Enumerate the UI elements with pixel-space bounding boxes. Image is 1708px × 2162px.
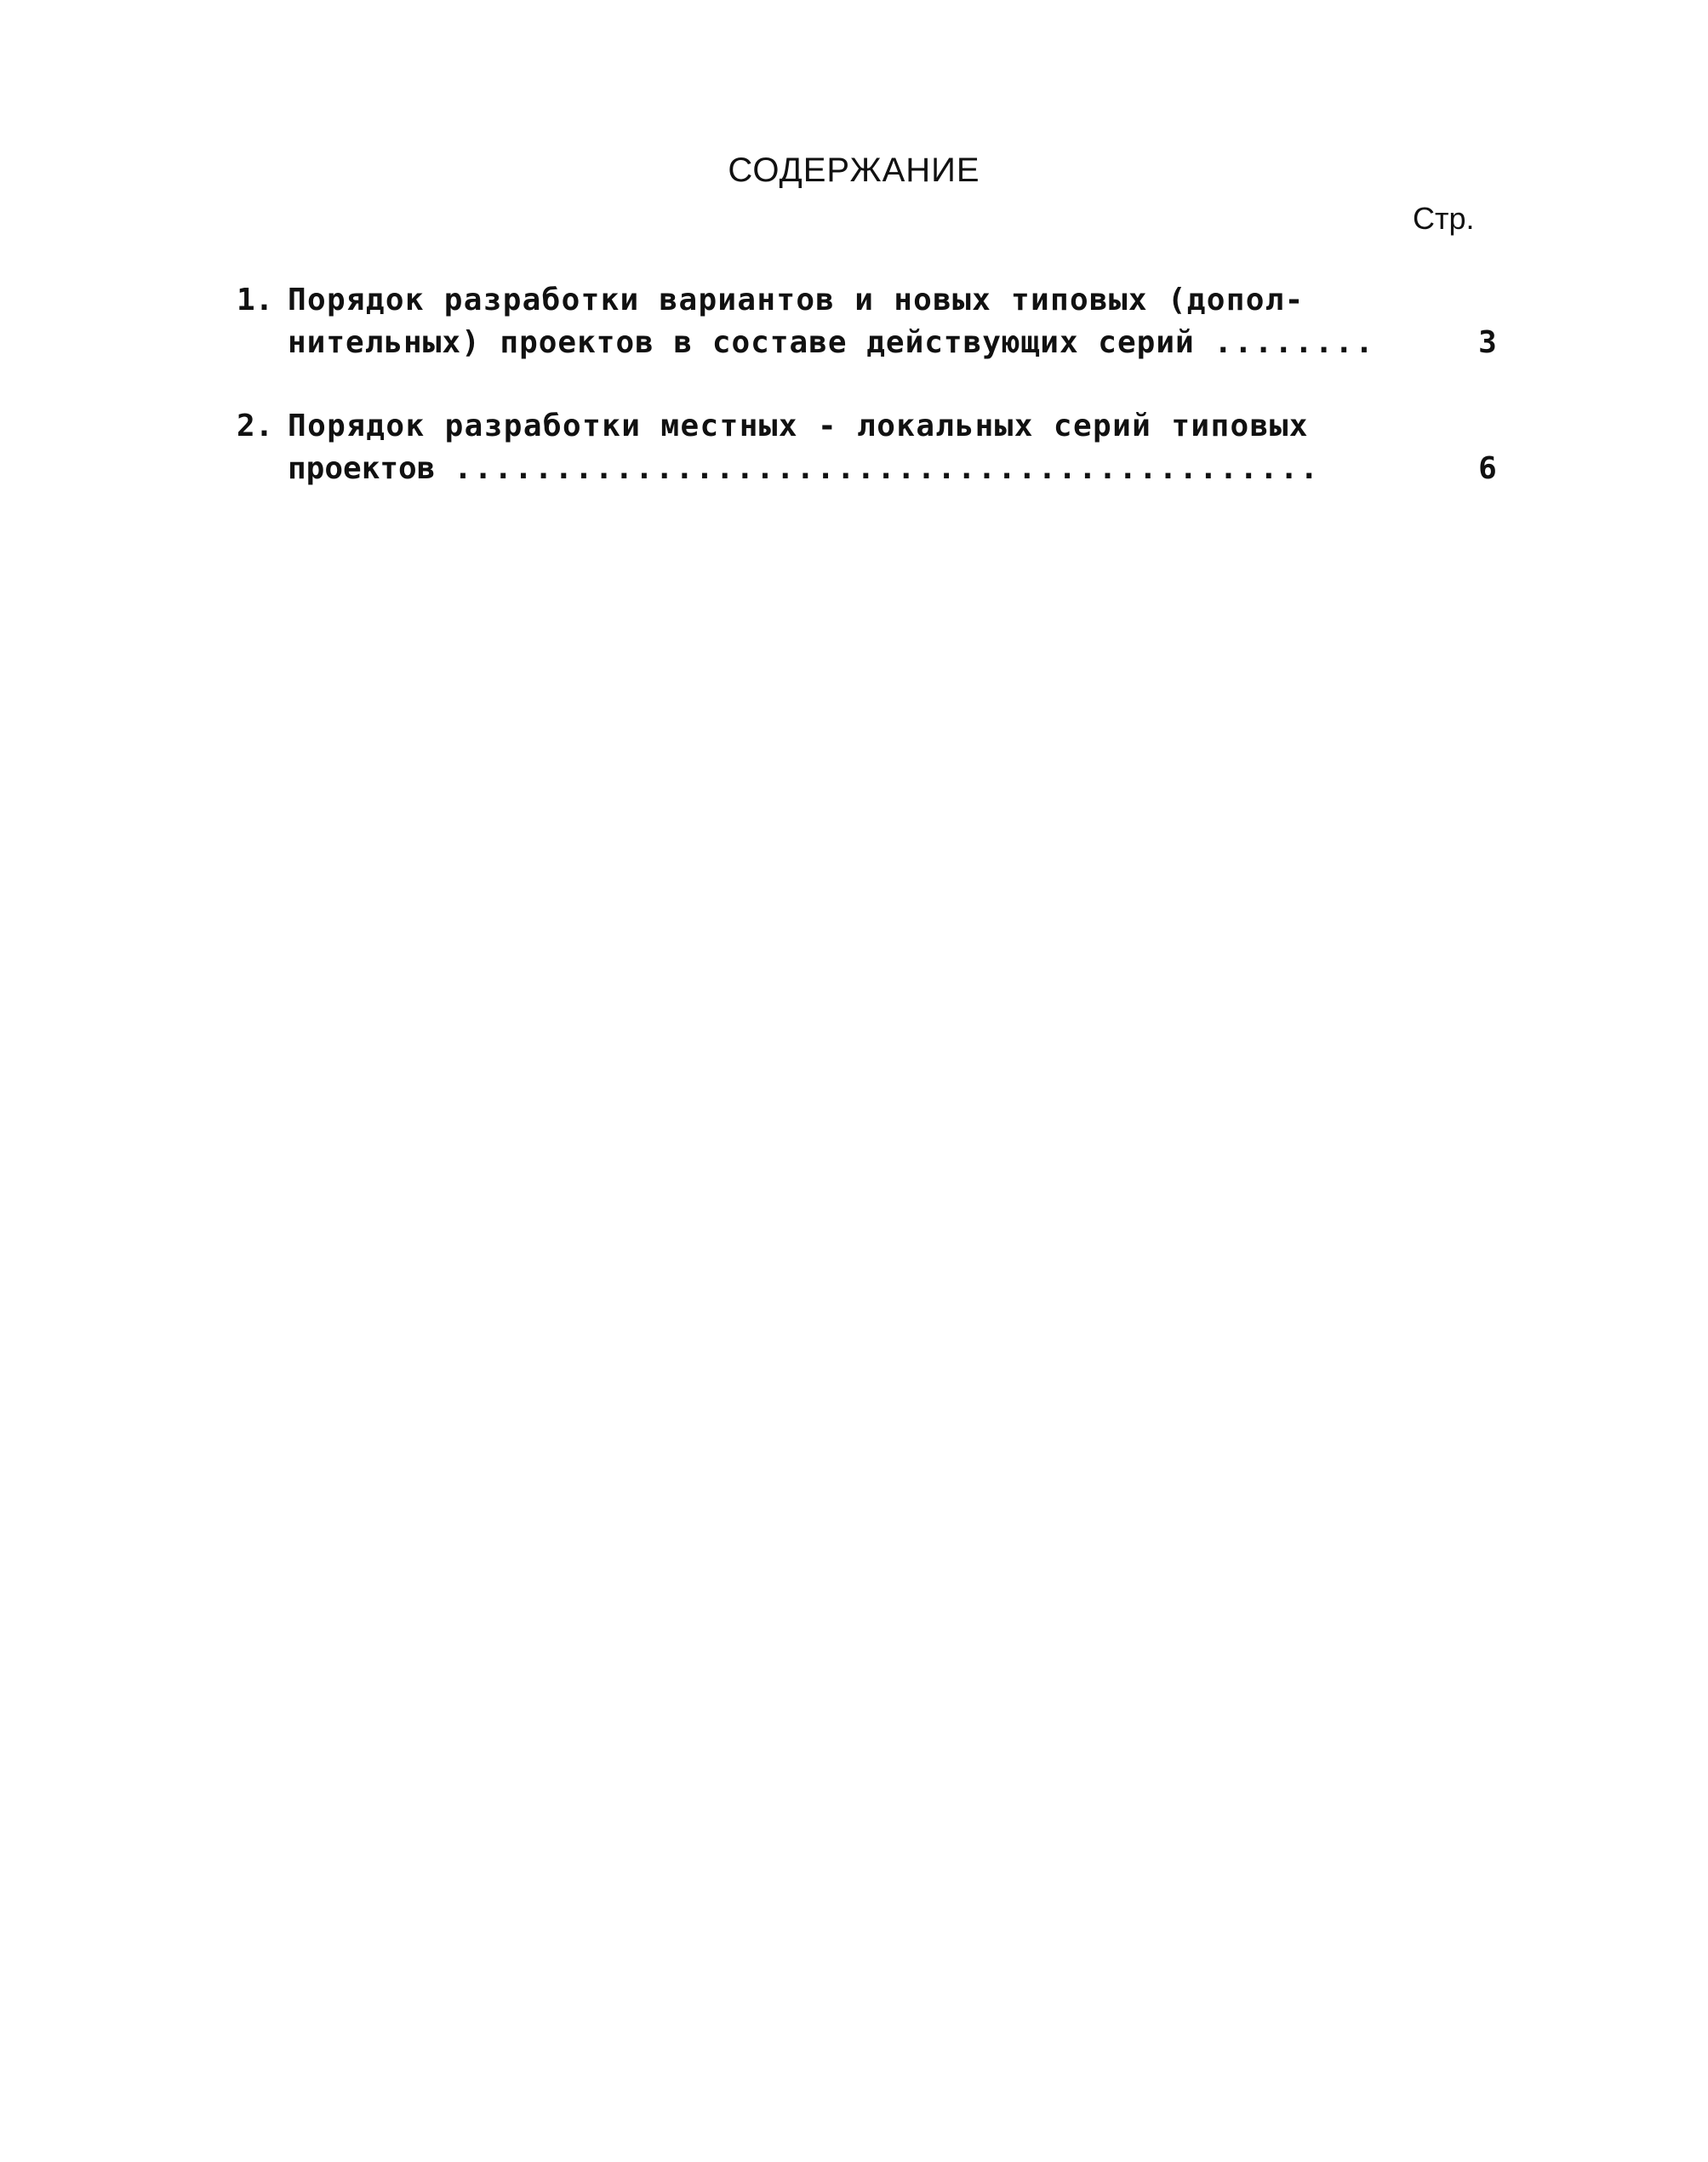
toc-entry-title-line: Порядок разработки вариантов и новых типовых (допол-	[288, 283, 1305, 317]
document-title: СОДЕРЖАНИЕ	[728, 152, 980, 189]
toc-entry-page-number: 3	[1478, 325, 1497, 360]
toc-leader-dots: ........	[1214, 325, 1375, 360]
toc-entry-number: 1.	[237, 283, 274, 317]
toc-entry-title-line-continued	[288, 451, 1320, 486]
toc-entry-page-number: 6	[1478, 451, 1497, 486]
toc-entry-title-line: Порядок разработки местных - локальных серий типовых	[288, 409, 1309, 443]
toc-entry-title-line-continued	[288, 325, 1375, 360]
toc-entry-number: 2.	[237, 409, 274, 443]
toc-entry-title-text: нительных) проектов в составе действующих серий	[288, 325, 1195, 360]
toc-entry-title-text: проектов	[288, 451, 436, 486]
page-column-header: Стр.	[1413, 201, 1475, 236]
toc-leader-dots: ...........................................	[454, 451, 1321, 486]
